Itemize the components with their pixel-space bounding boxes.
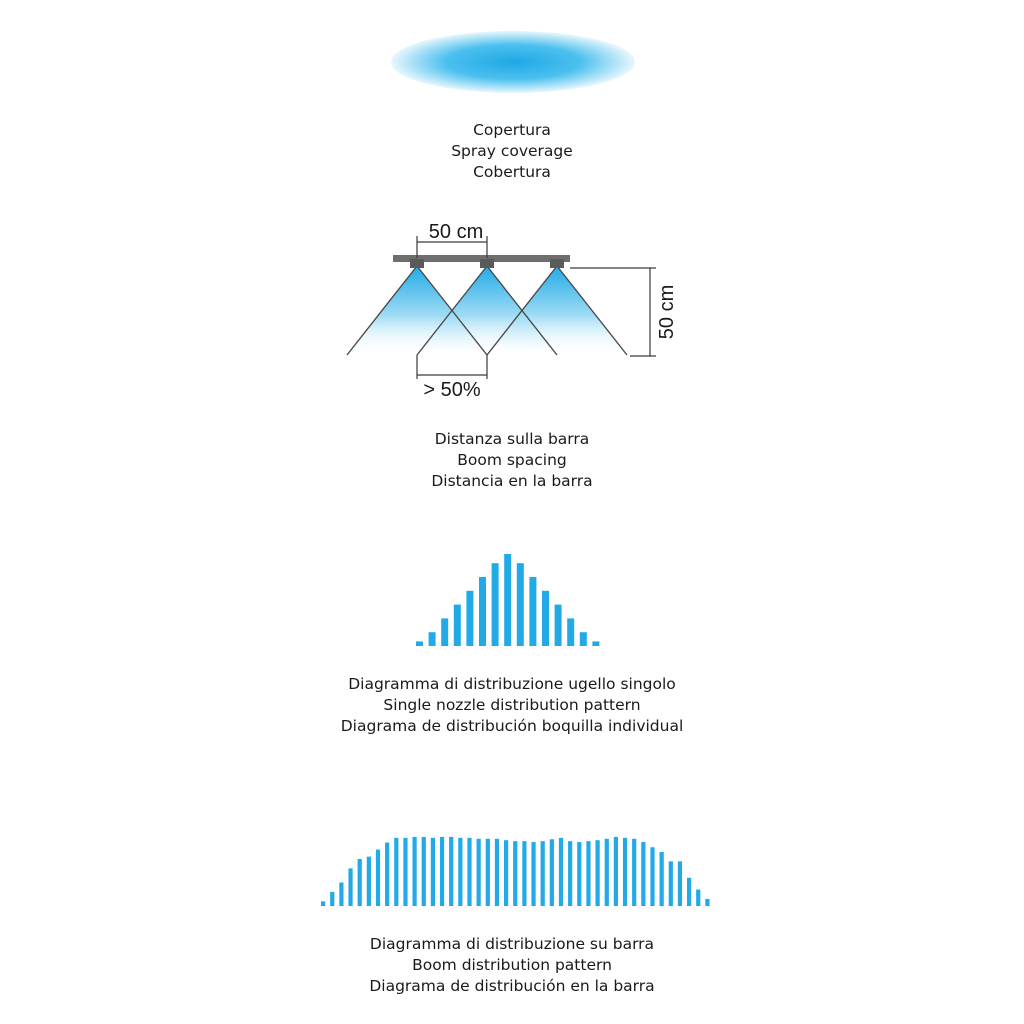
spacing-label: 50 cm — [428, 221, 484, 243]
single-nozzle-bar-4 — [454, 605, 461, 646]
boom-pattern-bar-35 — [632, 839, 636, 906]
boom-pattern-bar-38 — [660, 852, 664, 906]
boom-pattern-bar-28 — [568, 841, 572, 906]
boom-pattern-bar-8 — [385, 843, 389, 906]
single-nozzle-bar-9 — [517, 563, 524, 646]
height-label: 50 cm — [656, 284, 678, 340]
boom-pattern-bar-41 — [687, 878, 691, 906]
boom-spacing-caption-en: Boom spacing — [457, 451, 567, 469]
boom-pattern-bar-5 — [358, 859, 362, 906]
boom-pattern-bar-4 — [348, 868, 352, 906]
boom-pattern-bar-31 — [596, 840, 600, 906]
boom-distribution-chart — [321, 837, 710, 906]
single-nozzle-caption — [0, 674, 1024, 737]
boom-pattern-bar-24 — [531, 842, 535, 906]
single-nozzle-bar-6 — [479, 577, 486, 646]
boom-spacing-diagram — [347, 221, 678, 401]
single-nozzle-bar-11 — [542, 591, 549, 646]
boom-pattern-bar-11 — [413, 837, 417, 906]
single-nozzle-bar-7 — [492, 563, 499, 646]
boom-pattern-bar-1 — [321, 901, 325, 906]
coverage-caption — [0, 120, 1024, 183]
single-nozzle-bar-2 — [429, 632, 436, 646]
boom-pattern-bar-21 — [504, 840, 508, 906]
boom-pattern-bar-34 — [623, 838, 627, 906]
boom-pattern-bar-14 — [440, 837, 444, 906]
overlap-dimension — [417, 355, 487, 379]
boom-pattern-bar-33 — [614, 837, 618, 906]
nozzle-2 — [480, 259, 494, 268]
single-nozzle-bar-14 — [580, 632, 587, 646]
single-nozzle-bar-5 — [466, 591, 473, 646]
boom-pattern-bar-32 — [605, 839, 609, 906]
boom-pattern-bar-19 — [486, 839, 490, 906]
nozzle-3 — [550, 259, 564, 268]
boom-pattern-bar-2 — [330, 892, 334, 906]
boom-pattern-bar-18 — [477, 839, 481, 906]
single-nozzle-bar-13 — [567, 618, 574, 646]
boom-pattern-bar-13 — [431, 838, 435, 906]
coverage-caption-it: Copertura — [473, 121, 551, 139]
overlap-label: > 50% — [423, 379, 481, 401]
boom-pattern-caption — [0, 934, 1024, 997]
single-nozzle-distribution-chart — [416, 554, 599, 646]
boom-pattern-caption-en: Boom distribution pattern — [412, 956, 612, 974]
boom-pattern-bar-16 — [458, 838, 462, 906]
boom-pattern-bar-20 — [495, 839, 499, 906]
boom-pattern-bar-42 — [696, 890, 700, 906]
boom-spacing-caption-it: Distanza sulla barra — [434, 430, 590, 448]
boom-spacing-caption — [0, 429, 1024, 492]
boom-pattern-bar-27 — [559, 838, 563, 906]
coverage-caption-es: Cobertura — [473, 163, 551, 181]
boom-pattern-bar-37 — [650, 847, 654, 906]
boom-pattern-bar-3 — [339, 883, 343, 907]
boom-pattern-bar-6 — [367, 857, 371, 906]
single-nozzle-caption-it: Diagramma di distribuzione ugello singolo — [348, 675, 676, 693]
spray-coverage-ellipse — [391, 31, 635, 93]
boom-pattern-bar-39 — [669, 861, 673, 906]
boom-pattern-bar-30 — [586, 841, 590, 906]
boom-pattern-caption-es: Diagrama de distribución en la barra — [369, 977, 655, 995]
boom-spacing-caption-es: Distancia en la barra — [431, 472, 593, 490]
single-nozzle-bar-8 — [504, 554, 511, 646]
single-nozzle-bar-12 — [555, 605, 562, 646]
boom-pattern-bar-26 — [550, 839, 554, 906]
boom-pattern-bar-12 — [422, 837, 426, 906]
single-nozzle-caption-es: Diagrama de distribución boquilla individual — [340, 717, 684, 735]
single-nozzle-caption-en: Single nozzle distribution pattern — [383, 696, 641, 714]
boom-pattern-bar-7 — [376, 850, 380, 906]
boom-pattern-bar-29 — [577, 842, 581, 906]
boom-pattern-bar-36 — [641, 842, 645, 906]
boom-pattern-bar-23 — [522, 841, 526, 906]
boom-pattern-bar-10 — [403, 838, 407, 906]
single-nozzle-bar-10 — [529, 577, 536, 646]
single-nozzle-bar-3 — [441, 618, 448, 646]
single-nozzle-bar-1 — [416, 641, 423, 646]
boom-pattern-bar-17 — [467, 838, 471, 906]
boom-pattern-bar-25 — [541, 841, 545, 906]
nozzle-1 — [410, 259, 424, 268]
boom-pattern-bar-9 — [394, 838, 398, 906]
boom-pattern-caption-it: Diagramma di distribuzione su barra — [369, 935, 655, 953]
boom-pattern-bar-15 — [449, 837, 453, 906]
coverage-caption-en: Spray coverage — [451, 142, 573, 160]
boom-pattern-bar-40 — [678, 861, 682, 906]
boom-pattern-bar-43 — [705, 899, 709, 906]
single-nozzle-bar-15 — [592, 641, 599, 646]
boom-pattern-bar-22 — [513, 841, 517, 906]
